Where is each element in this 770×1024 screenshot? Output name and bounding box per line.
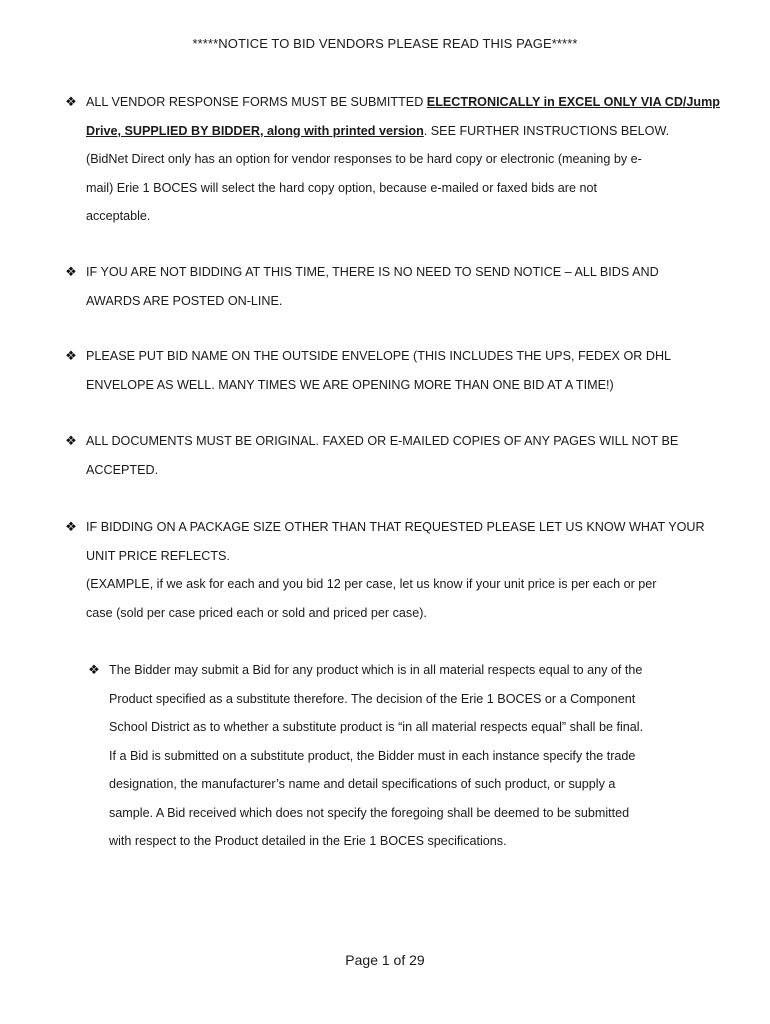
item-line: sample. A Bid received which does not specify the foregoing shall be deemed to be submitted	[109, 805, 630, 820]
item-text: ALL VENDOR RESPONSE FORMS MUST BE SUBMITTED	[86, 95, 427, 109]
item-line: If a Bid is submitted on a substitute product, the Bidder must in each instance specify the trade	[109, 748, 636, 763]
diamond-bullet-icon: ❖	[65, 433, 77, 448]
page-title: *****NOTICE TO BID VENDORS PLEASE READ THIS PAGE*****	[192, 36, 578, 51]
item-line	[86, 88, 720, 117]
list-item	[65, 258, 659, 315]
diamond-bullet-icon: ❖	[65, 519, 77, 534]
item-line: IF YOU ARE NOT BIDDING AT THIS TIME, THERE IS NO NEED TO SEND NOTICE – ALL BIDS AND	[86, 265, 659, 279]
item-line: School District as to whether a substitute product is “in all material respects equal” shall be final.	[109, 720, 644, 734]
item-line: Product specified as a substitute therefore. The decision of the Erie 1 BOCES or a Component	[109, 691, 636, 706]
item-line: The Bidder may submit a Bid for any product which is in all material respects equal to any of the	[109, 663, 643, 677]
emphasis-text: ELECTRONICALLY in EXCEL ONLY VIA CD/Jump	[426, 95, 720, 109]
item-line: AWARDS ARE POSTED ON-LINE.	[86, 293, 283, 308]
list-item	[65, 342, 672, 399]
item-line: ENVELOPE AS WELL. MANY TIMES WE ARE OPENING MORE THAN ONE BID AT A TIME!)	[86, 377, 614, 392]
item-line	[86, 117, 720, 146]
list-item	[65, 427, 679, 484]
item-line: with respect to the Product detailed in the Erie 1 BOCES specifications.	[109, 834, 507, 848]
item-line: mail) Erie 1 BOCES will select the hard copy option, because e-mailed or faxed bids are not	[86, 180, 597, 195]
item-line: ACCEPTED.	[86, 462, 159, 477]
list-item	[65, 88, 720, 231]
list-item	[65, 513, 705, 627]
item-text: . SEE FURTHER INSTRUCTIONS BELOW.	[423, 123, 670, 138]
diamond-bullet-icon: ❖	[65, 348, 77, 363]
diamond-bullet-icon: ❖	[65, 264, 77, 279]
item-line: case (sold per case priced each or sold and priced per case).	[86, 605, 427, 620]
emphasis-text: Drive, SUPPLIED BY BIDDER, along with printed version	[86, 123, 424, 138]
page-number: Page 1 of 29	[345, 952, 425, 968]
item-line: IF BIDDING ON A PACKAGE SIZE OTHER THAN THAT REQUESTED PLEASE LET US KNOW WHAT YOUR	[86, 520, 705, 534]
item-line: designation, the manufacturer’s name and detail specifications of such product, or supply a	[109, 777, 616, 791]
diamond-bullet-icon: ❖	[65, 94, 77, 109]
item-line: UNIT PRICE REFLECTS.	[86, 548, 230, 563]
diamond-bullet-icon: ❖	[88, 662, 100, 677]
item-line: (BidNet Direct only has an option for vendor responses to be hard copy or electronic (meaning by e-	[86, 152, 642, 166]
item-line: acceptable.	[86, 209, 151, 223]
item-line: PLEASE PUT BID NAME ON THE OUTSIDE ENVELOPE (THIS INCLUDES THE UPS, FEDEX OR DHL	[86, 349, 672, 363]
item-line: ALL DOCUMENTS MUST BE ORIGINAL. FAXED OR E-MAILED COPIES OF ANY PAGES WILL NOT BE	[86, 434, 679, 448]
item-line: (EXAMPLE, if we ask for each and you bid 12 per case, let us know if your unit price is per each or per	[86, 577, 657, 591]
list-item-indented	[88, 656, 644, 856]
